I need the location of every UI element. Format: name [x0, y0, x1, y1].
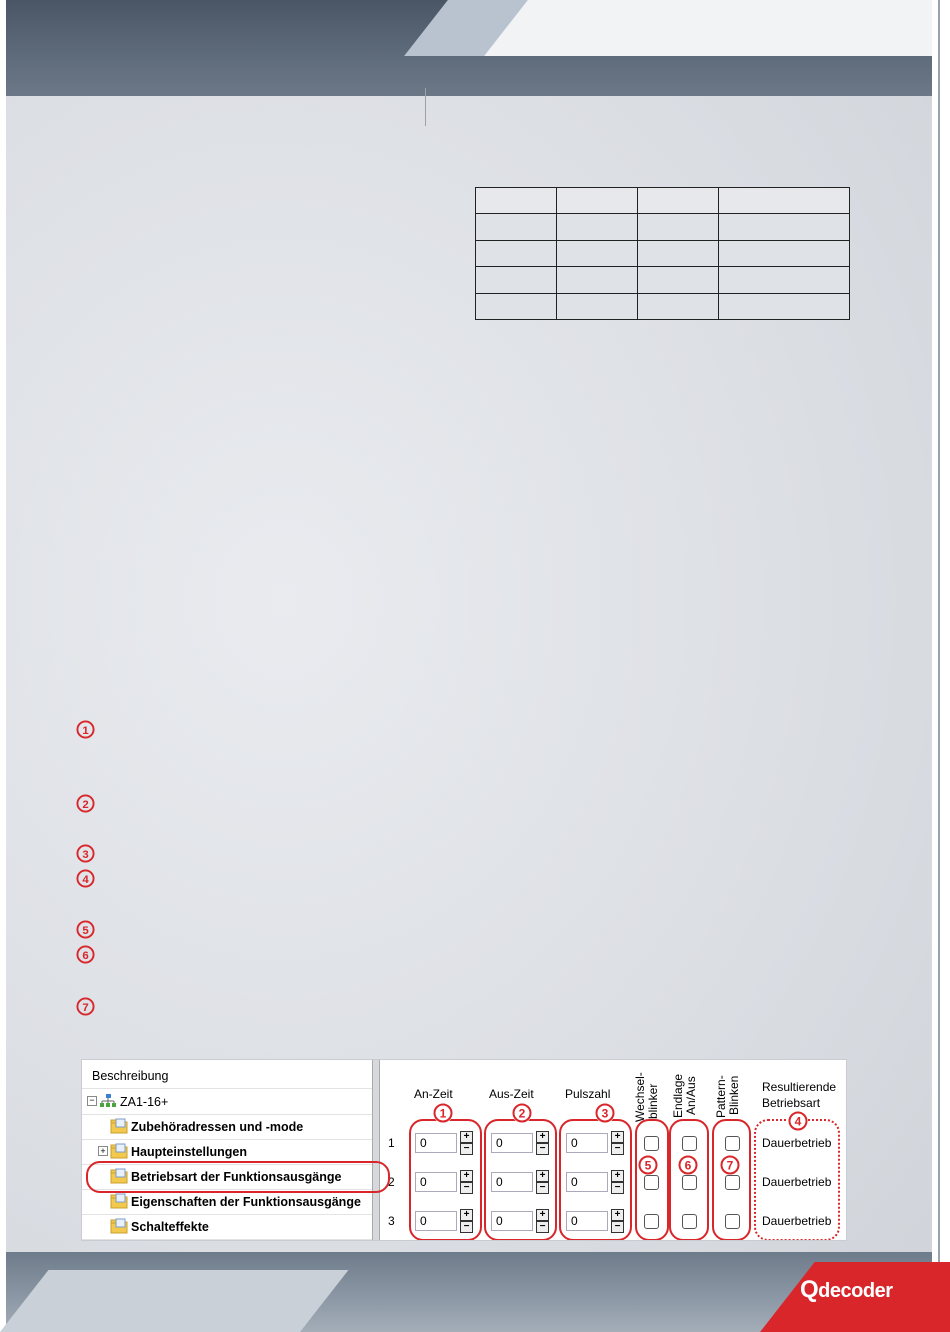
col-pattern-line2: Blinken: [727, 1075, 741, 1115]
puls-input[interactable]: 0: [566, 1133, 608, 1153]
highlight-oval: [484, 1119, 557, 1241]
svg-text:5: 5: [644, 1158, 652, 1173]
col-pulszahl: Pulszahl: [565, 1087, 611, 1101]
plus-icon[interactable]: +: [536, 1131, 549, 1143]
an-input[interactable]: 0: [415, 1172, 457, 1192]
callout-6-icon: [678, 1155, 698, 1175]
svg-text:4: 4: [82, 873, 89, 886]
plus-icon[interactable]: +: [611, 1209, 624, 1221]
tree-panel: [82, 1060, 372, 1240]
highlight-oval: [635, 1119, 669, 1241]
col-endlage: [672, 1074, 698, 1118]
folder-icon: [110, 1118, 128, 1137]
svg-text:1: 1: [439, 1106, 447, 1121]
col-endlage-line1: Endlage: [671, 1073, 685, 1118]
svg-text:5: 5: [82, 924, 89, 937]
tree-root-label: ZA1-16+: [120, 1095, 169, 1109]
header-divider: [425, 88, 426, 126]
minus-icon[interactable]: −: [611, 1182, 624, 1194]
tree-header: [82, 1064, 372, 1089]
folder-icon: [110, 1193, 128, 1212]
logo-text: decoder: [818, 1280, 893, 1302]
minus-icon[interactable]: −: [460, 1221, 473, 1233]
col-pattern: [715, 1075, 741, 1118]
tree-item-label: Eigenschaften der Funktionsausgänge: [131, 1195, 361, 1209]
marker-1-icon: [76, 720, 95, 739]
aus-input[interactable]: 0: [491, 1133, 533, 1153]
row-number: 2: [388, 1175, 395, 1189]
minus-icon[interactable]: −: [611, 1143, 624, 1155]
marker-7-icon: [76, 997, 95, 1016]
minus-icon[interactable]: −: [611, 1221, 624, 1233]
svg-text:6: 6: [684, 1158, 692, 1173]
result-value: Dauerbetrieb: [762, 1214, 832, 1228]
puls-input[interactable]: 0: [566, 1211, 608, 1231]
col-wechselblinker: [634, 1072, 660, 1122]
highlight-oval: [559, 1119, 632, 1241]
callout-5-icon: [638, 1155, 658, 1175]
plus-icon[interactable]: +: [460, 1209, 473, 1221]
highlight-oval: [409, 1119, 482, 1241]
callout-2-icon: [512, 1103, 532, 1123]
highlight-tree-item: [86, 1161, 390, 1193]
svg-text:7: 7: [82, 1001, 89, 1014]
collapse-icon[interactable]: −: [87, 1096, 97, 1106]
tree-header-label: Beschreibung: [92, 1069, 169, 1083]
result-value: Dauerbetrieb: [762, 1136, 832, 1150]
svg-text:4: 4: [794, 1114, 802, 1129]
empty-table: [475, 187, 850, 320]
minus-icon[interactable]: −: [460, 1143, 473, 1155]
tree-item-label: Schalteffekte: [131, 1220, 209, 1234]
svg-text:1: 1: [82, 724, 89, 737]
col-pattern-line1: Pattern-: [714, 1075, 728, 1118]
svg-text:3: 3: [82, 848, 89, 861]
aus-input[interactable]: 0: [491, 1211, 533, 1231]
highlight-dotted: [754, 1119, 840, 1241]
minus-icon[interactable]: −: [536, 1143, 549, 1155]
minus-icon[interactable]: −: [536, 1182, 549, 1194]
svg-text:3: 3: [601, 1106, 609, 1121]
minus-icon[interactable]: −: [460, 1182, 473, 1194]
folder-icon: [110, 1143, 128, 1162]
folder-icon: [110, 1218, 128, 1237]
marker-4-icon: [76, 869, 95, 888]
logo-q: Q: [800, 1276, 819, 1303]
marker-3-icon: [76, 844, 95, 863]
marker-2-icon: [76, 794, 95, 813]
svg-text:6: 6: [82, 949, 89, 962]
network-icon: [99, 1094, 115, 1108]
col-endlage-line2: An/Aus: [684, 1076, 698, 1115]
row-number: 1: [388, 1136, 395, 1150]
svg-text:2: 2: [518, 1106, 526, 1121]
plus-icon[interactable]: +: [460, 1131, 473, 1143]
plus-icon[interactable]: +: [536, 1209, 549, 1221]
svg-text:2: 2: [82, 798, 89, 811]
callout-3-icon: [595, 1103, 615, 1123]
tree-item[interactable]: [82, 1115, 372, 1140]
an-input[interactable]: 0: [415, 1133, 457, 1153]
tree-item-label: Betriebsart der Funktionsausgänge: [131, 1170, 342, 1184]
aus-input[interactable]: 0: [491, 1172, 533, 1192]
row-number: 3: [388, 1214, 395, 1228]
qdecoder-logo: [800, 1276, 892, 1304]
callout-4-icon: [788, 1111, 808, 1131]
plus-icon[interactable]: +: [536, 1170, 549, 1182]
tree-item-label: Haupteinstellungen: [131, 1145, 247, 1159]
minus-icon[interactable]: −: [536, 1221, 549, 1233]
col-result-line1: Resultierende: [762, 1080, 837, 1094]
highlight-oval: [669, 1119, 709, 1241]
marker-5-icon: [76, 920, 95, 939]
an-input[interactable]: 0: [415, 1211, 457, 1231]
col-result-line2: Betriebsart: [762, 1096, 821, 1110]
plus-icon[interactable]: +: [611, 1131, 624, 1143]
highlight-oval: [712, 1119, 751, 1241]
tree-item-label: Zubehöradressen und -mode: [131, 1120, 304, 1134]
tree-item[interactable]: [82, 1215, 372, 1240]
col-wechsel-line2: blinker: [646, 1083, 660, 1119]
callout-7-icon: [720, 1155, 740, 1175]
plus-icon[interactable]: +: [611, 1170, 624, 1182]
svg-text:7: 7: [726, 1158, 734, 1173]
plus-icon[interactable]: +: [460, 1170, 473, 1182]
col-aus-zeit: Aus-Zeit: [489, 1087, 534, 1101]
marker-6-icon: [76, 945, 95, 964]
expand-icon[interactable]: +: [98, 1146, 108, 1156]
col-wechsel-line1: Wechsel-: [633, 1072, 647, 1122]
result-value: Dauerbetrieb: [762, 1175, 832, 1189]
col-an-zeit: An-Zeit: [414, 1087, 453, 1101]
puls-input[interactable]: 0: [566, 1172, 608, 1192]
page-header-banner: [6, 0, 932, 96]
right-margin: [932, 0, 950, 1332]
settings-screenshot: [81, 1059, 847, 1241]
tree-root[interactable]: [82, 1090, 372, 1115]
tree-item[interactable]: [82, 1190, 372, 1215]
callout-1-icon: [433, 1103, 453, 1123]
